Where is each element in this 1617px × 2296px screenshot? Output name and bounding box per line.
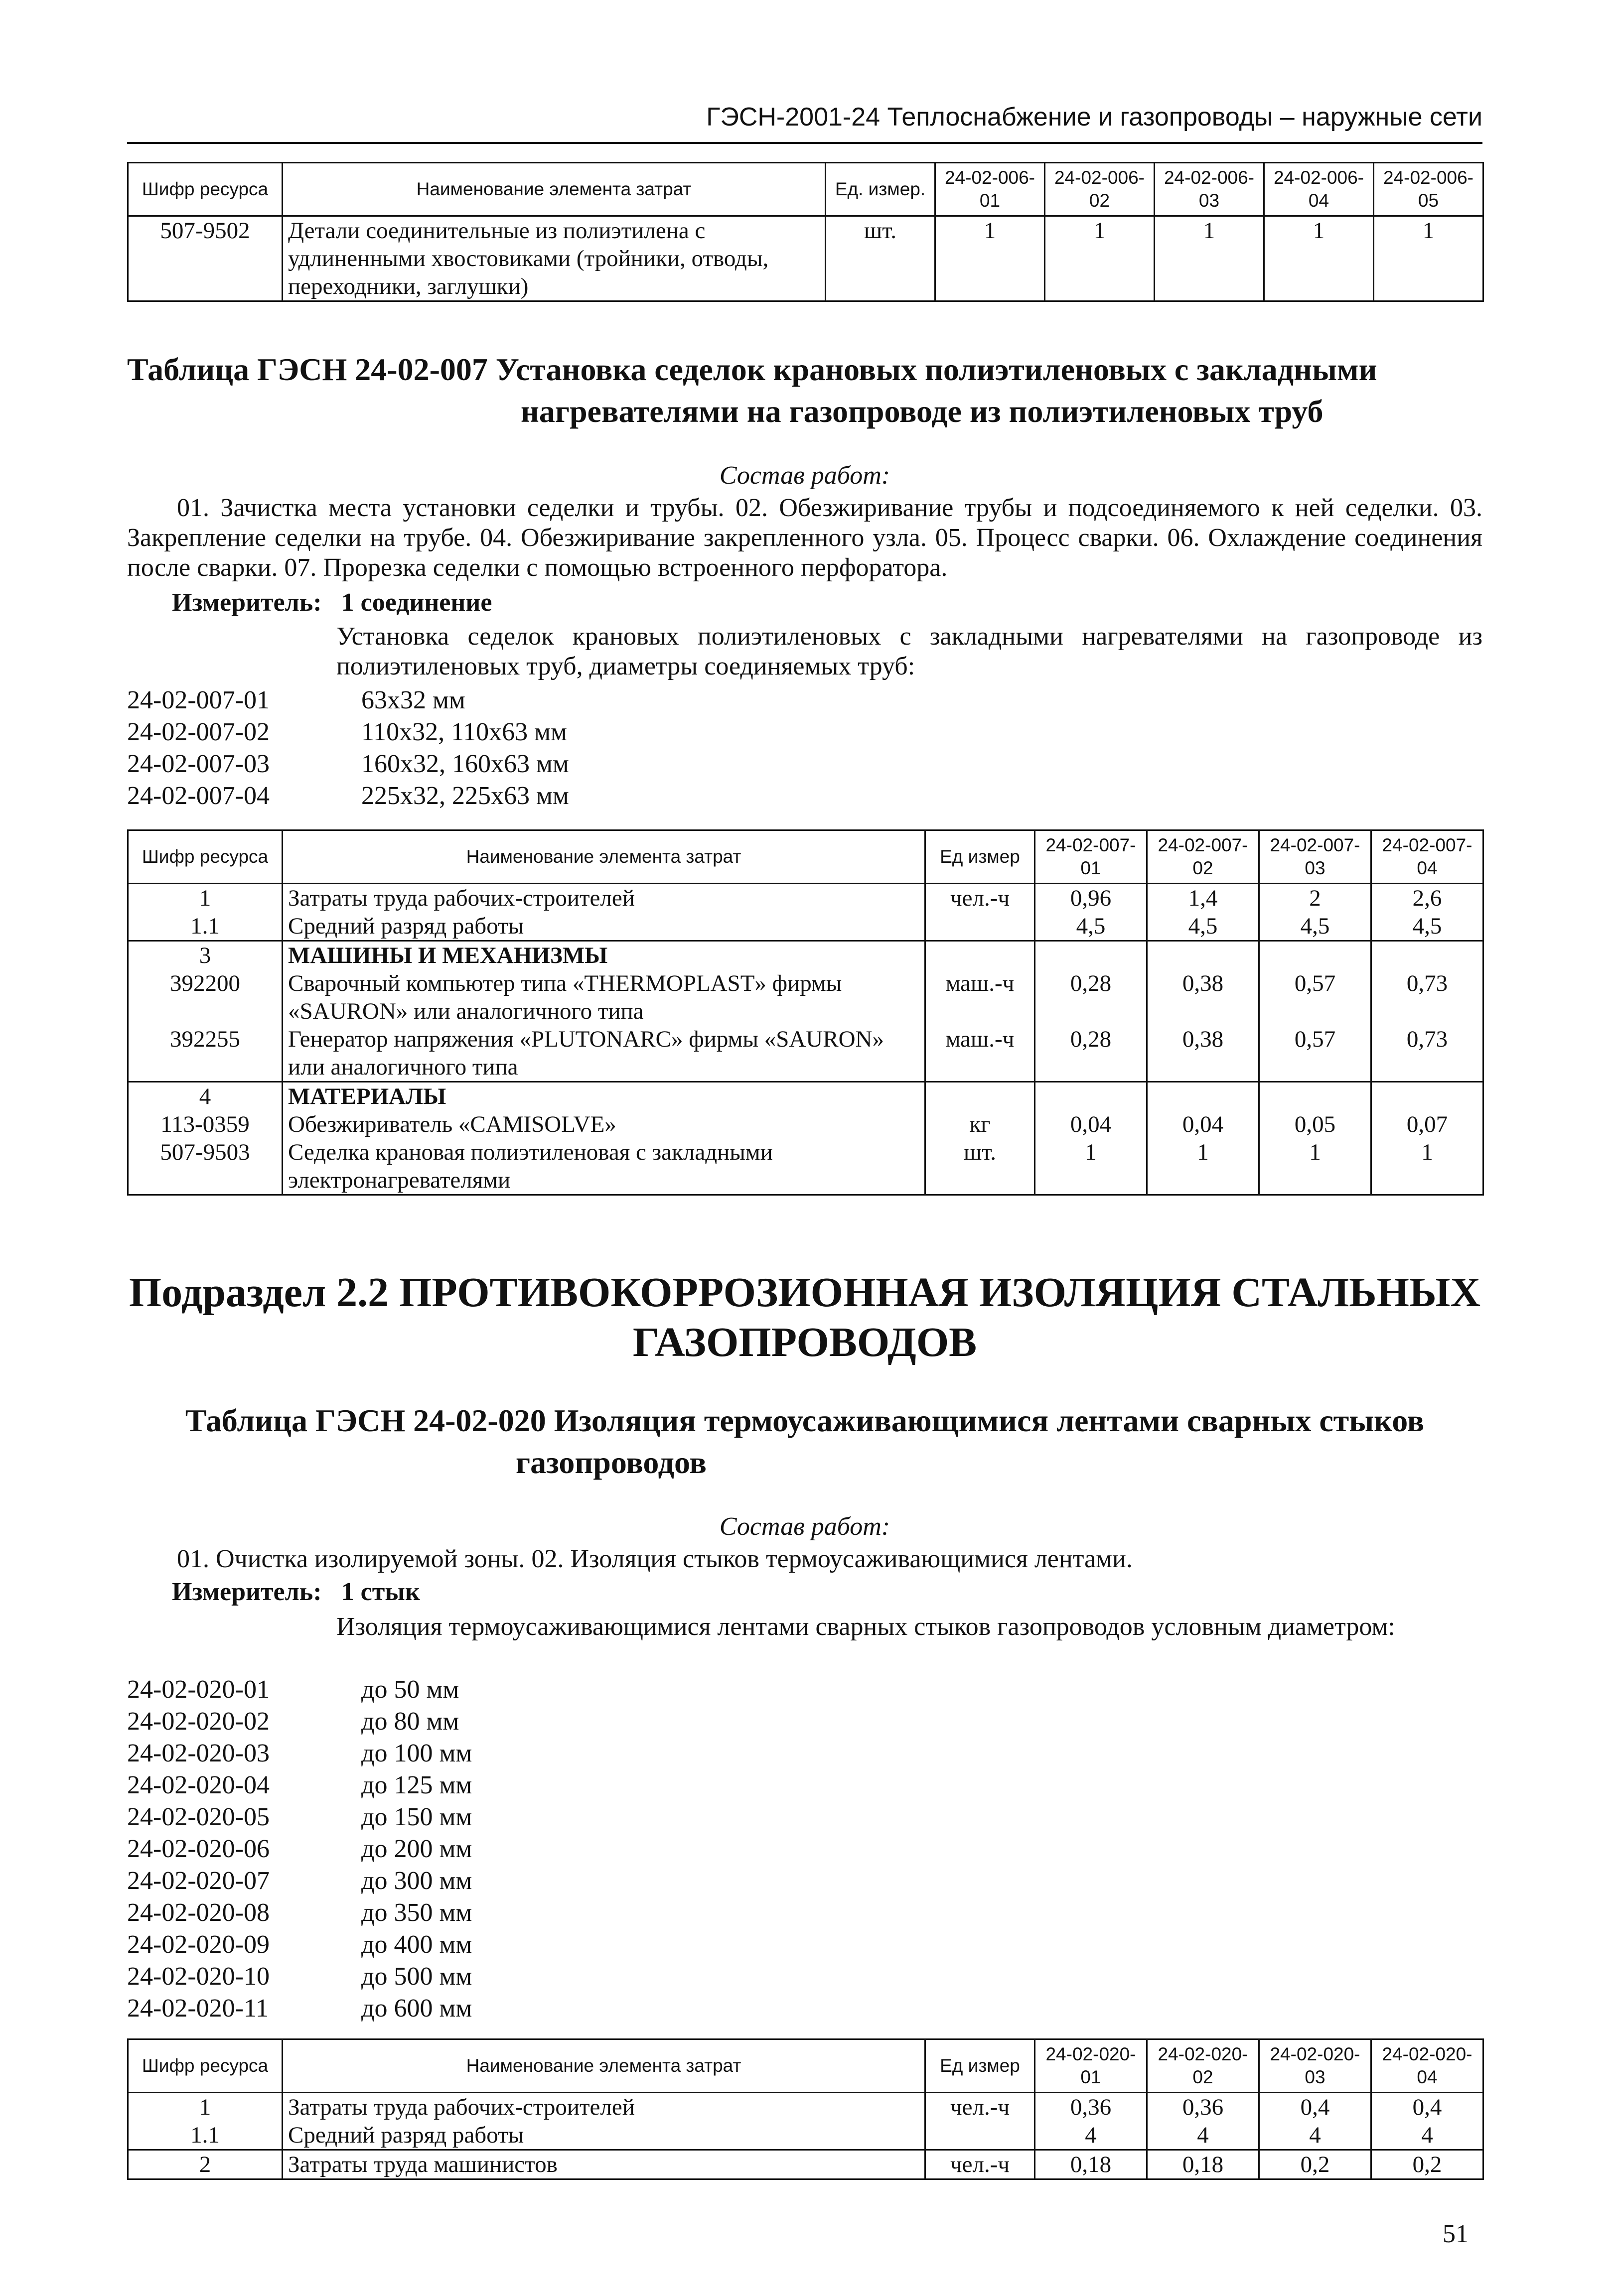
resource-value: 1	[1045, 216, 1155, 301]
resource-name: Генератор напряжения «PLUTONARC» фирмы «SAURON» или аналогичного типа	[283, 1025, 925, 1082]
col-header: 24-02-020-01	[1035, 2039, 1147, 2093]
table-row	[128, 912, 1483, 941]
resource-value: 4	[1259, 2121, 1371, 2150]
resource-value: 2,6	[1371, 884, 1483, 913]
resource-name: Средний разряд работы	[283, 912, 925, 941]
resource-value: 4,5	[1259, 912, 1371, 941]
resource-value: 1	[1155, 216, 1264, 301]
position-code: 24-02-020-08	[127, 1898, 270, 1927]
resource-value: 0,05	[1259, 1110, 1371, 1138]
resource-value	[1259, 941, 1371, 970]
col-header: Ед. измер.	[826, 163, 935, 216]
table-row	[128, 216, 1483, 301]
table-020-title-line2: газопроводов	[516, 1445, 707, 1480]
resource-value: 0,73	[1371, 1025, 1483, 1082]
col-header: 24-02-007-02	[1147, 830, 1259, 884]
resource-value: 1	[935, 216, 1045, 301]
table-006	[127, 162, 1484, 302]
table-row	[128, 941, 1483, 970]
position-row	[127, 684, 465, 716]
position-row	[127, 1961, 472, 1993]
resource-code: 507-9503	[128, 1138, 283, 1195]
table-row	[128, 969, 1483, 1025]
resource-value: 0,04	[1035, 1110, 1147, 1138]
resource-code: 1	[128, 2093, 283, 2122]
resource-name: Средний разряд работы	[283, 2121, 925, 2150]
position-code: 24-02-007-02	[127, 718, 270, 746]
table-header-row	[128, 2039, 1483, 2093]
position-row	[127, 1833, 472, 1865]
resource-value: 4	[1035, 2121, 1147, 2150]
page-number: 51	[1443, 2220, 1469, 2248]
table-row	[128, 1138, 1483, 1195]
resource-name: Сварочный компьютер типа «THERMOPLAST» фирмы «SAURON» или аналогичного типа	[283, 969, 925, 1025]
resource-value	[1035, 941, 1147, 970]
position-row	[127, 1865, 472, 1897]
position-code: 24-02-007-01	[127, 686, 270, 714]
table-row	[128, 2121, 1483, 2150]
col-header: 24-02-006-03	[1155, 163, 1264, 216]
resource-code: 1.1	[128, 2121, 283, 2150]
col-header: Ед измер	[925, 2039, 1035, 2093]
composition-text: 01. Очистка изолируемой зоны. 02. Изоляция стыков термоусаживающимися лентами.	[177, 1545, 1133, 1573]
col-header: 24-02-006-05	[1374, 163, 1483, 216]
col-header: Наименование элемента затрат	[283, 2039, 925, 2093]
position-row	[127, 1801, 472, 1833]
running-head: ГЭСН-2001-24 Теплоснабжение и газопроводы – наружные сети	[706, 103, 1482, 132]
position-code: 24-02-020-07	[127, 1867, 270, 1895]
positions-intro: Изоляция термоусаживающимися лентами сварных стыков газопроводов условным диаметром:	[336, 1613, 1395, 1641]
resource-unit	[925, 1082, 1035, 1111]
position-code: 24-02-020-05	[127, 1803, 270, 1831]
position-code: 24-02-007-03	[127, 750, 270, 778]
col-header: 24-02-007-04	[1371, 830, 1483, 884]
meter-label: Измеритель:	[172, 1578, 322, 1606]
resource-code: 507-9502	[128, 216, 283, 301]
resource-value: 0,57	[1259, 1025, 1371, 1082]
col-header: Наименование элемента затрат	[283, 163, 826, 216]
resource-value: 0,57	[1259, 969, 1371, 1025]
position-row	[127, 1738, 472, 1769]
resource-name: Детали соединительные из полиэтилена с удлиненными хвостовиками (тройники, отводы, переходники, заглушки)	[283, 216, 826, 301]
section-heading: МАШИНЫ И МЕХАНИЗМЫ	[283, 941, 925, 970]
col-header: 24-02-006-04	[1264, 163, 1374, 216]
resource-value: 0,2	[1259, 2150, 1371, 2179]
resource-code: 4	[128, 1082, 283, 1111]
resource-value: 1	[1035, 1138, 1147, 1195]
resource-unit: чел.-ч	[925, 884, 1035, 913]
resource-unit: чел.-ч	[925, 2150, 1035, 2179]
position-code: 24-02-020-06	[127, 1835, 270, 1863]
composition-title: Состав работ:	[719, 1512, 890, 1541]
col-header: 24-02-007-01	[1035, 830, 1147, 884]
meter-value: 1 соединение	[341, 588, 492, 617]
table-007-title-line2: нагревателями на газопроводе из полиэтиленовых труб	[521, 394, 1323, 429]
resource-unit: кг	[925, 1110, 1035, 1138]
resource-value: 0,28	[1035, 969, 1147, 1025]
resource-value: 4,5	[1371, 912, 1483, 941]
position-row	[127, 1706, 459, 1738]
position-text: до 300 мм	[361, 1867, 472, 1895]
resource-value: 0,2	[1371, 2150, 1483, 2179]
resource-value: 4,5	[1147, 912, 1259, 941]
resource-unit	[925, 2121, 1035, 2150]
resource-value: 0,96	[1035, 884, 1147, 913]
resource-value: 1	[1264, 216, 1374, 301]
table-row	[128, 1025, 1483, 1082]
position-code: 24-02-007-04	[127, 782, 270, 810]
section-heading: МАТЕРИАЛЫ	[283, 1082, 925, 1111]
resource-unit: маш.-ч	[925, 1025, 1035, 1082]
resource-code: 392255	[128, 1025, 283, 1082]
position-text: до 80 мм	[361, 1707, 459, 1736]
position-code: 24-02-020-11	[127, 1994, 269, 2023]
table-007	[127, 829, 1484, 1196]
position-text: 63х32 мм	[361, 686, 465, 714]
resource-value	[1371, 1082, 1483, 1111]
position-text: до 100 мм	[361, 1739, 472, 1767]
meter	[172, 588, 492, 617]
col-header: Шифр ресурса	[128, 163, 283, 216]
resource-value: 0,4	[1371, 2093, 1483, 2122]
position-code: 24-02-020-03	[127, 1739, 270, 1767]
position-code: 24-02-020-01	[127, 1675, 270, 1704]
resource-unit: шт.	[826, 216, 935, 301]
resource-name: Затраты труда машинистов	[283, 2150, 925, 2179]
header-rule	[127, 142, 1482, 144]
table-020-title-line1: Таблица ГЭСН 24-02-020 Изоляция термоусаживающимися лентами сварных стыков	[185, 1403, 1425, 1438]
resource-value: 1	[1259, 1138, 1371, 1195]
resource-value: 2	[1259, 884, 1371, 913]
resource-code: 2	[128, 2150, 283, 2179]
position-code: 24-02-020-10	[127, 1962, 270, 1991]
position-row	[127, 748, 569, 780]
resource-value: 0,07	[1371, 1110, 1483, 1138]
position-text: до 350 мм	[361, 1898, 472, 1927]
resource-value: 1	[1147, 1138, 1259, 1195]
resource-name: Обезжириватель «CAMISOLVE»	[283, 1110, 925, 1138]
position-code: 24-02-020-02	[127, 1707, 270, 1736]
table-007-title-line1: Таблица ГЭСН 24-02-007 Установка седелок крановых полиэтиленовых с закладными	[127, 352, 1377, 387]
resource-value	[1147, 941, 1259, 970]
col-header: Шифр ресурса	[128, 830, 283, 884]
resource-value	[1035, 1082, 1147, 1111]
resource-value: 1	[1371, 1138, 1483, 1195]
position-text: до 125 мм	[361, 1771, 472, 1799]
position-text: до 600 мм	[361, 1994, 472, 2023]
resource-name: Затраты труда рабочих-строителей	[283, 884, 925, 913]
resource-value: 1	[1374, 216, 1483, 301]
composition-title: Состав работ:	[719, 461, 890, 490]
resource-value: 0,4	[1259, 2093, 1371, 2122]
position-text: до 150 мм	[361, 1803, 472, 1831]
position-row	[127, 1993, 472, 2025]
table-row	[128, 2150, 1483, 2179]
resource-value	[1259, 1082, 1371, 1111]
col-header: 24-02-020-03	[1259, 2039, 1371, 2093]
resource-unit: маш.-ч	[925, 969, 1035, 1025]
position-row	[127, 716, 567, 748]
resource-value: 0,28	[1035, 1025, 1147, 1082]
composition-text: 01. Зачистка места установки седелки и трубы. 02. Обезжиривание трубы и подсоединяемого к ней седелки. 03. Закрепление седелки на трубе. 04. Обезжиривание закрепленного узла. 05. Процесс сварки. 06. Охлаждение соединения после сварки. 07. Прорезка седелки с помощью встроенного перфоратора.	[127, 494, 1482, 582]
col-header: 24-02-007-03	[1259, 830, 1371, 884]
col-header: Ед измер	[925, 830, 1035, 884]
resource-value: 0,18	[1147, 2150, 1259, 2179]
resource-value	[1371, 941, 1483, 970]
position-row	[127, 1674, 459, 1706]
resource-value: 4,5	[1035, 912, 1147, 941]
subsection-title-line2: ГАЗОПРОВОДОВ	[632, 1319, 977, 1365]
position-text: до 500 мм	[361, 1962, 472, 1991]
meter-label: Измеритель:	[172, 588, 322, 617]
resource-value: 0,38	[1147, 1025, 1259, 1082]
position-text: 110х32, 110х63 мм	[361, 718, 567, 746]
table-020	[127, 2038, 1484, 2180]
resource-value: 0,73	[1371, 969, 1483, 1025]
meter	[172, 1577, 420, 1607]
subsection-title-line1: Подраздел 2.2 ПРОТИВОКОРРОЗИОННАЯ ИЗОЛЯЦИЯ СТАЛЬНЫХ	[129, 1269, 1481, 1316]
resource-code: 392200	[128, 969, 283, 1025]
resource-unit	[925, 912, 1035, 941]
resource-unit	[925, 941, 1035, 970]
position-row	[127, 1897, 472, 1929]
position-row	[127, 1929, 472, 1961]
resource-value: 4	[1147, 2121, 1259, 2150]
position-text: до 50 мм	[361, 1675, 459, 1704]
resource-value: 0,36	[1147, 2093, 1259, 2122]
resource-value: 0,04	[1147, 1110, 1259, 1138]
resource-code: 3	[128, 941, 283, 970]
position-text: до 200 мм	[361, 1835, 472, 1863]
position-code: 24-02-020-09	[127, 1930, 270, 1959]
resource-unit: шт.	[925, 1138, 1035, 1195]
resource-value: 0,38	[1147, 969, 1259, 1025]
position-row	[127, 1769, 472, 1801]
resource-name: Затраты труда рабочих-строителей	[283, 2093, 925, 2122]
table-header-row	[128, 830, 1483, 884]
col-header: 24-02-020-02	[1147, 2039, 1259, 2093]
meter-value: 1 стык	[341, 1578, 420, 1606]
resource-code: 113-0359	[128, 1110, 283, 1138]
positions-intro: Установка седелок крановых полиэтиленовых с закладными нагревателями на газопроводе из полиэтиленовых труб, диаметры соединяемых труб:	[336, 622, 1482, 680]
resource-value: 0,18	[1035, 2150, 1147, 2179]
resource-value	[1147, 1082, 1259, 1111]
resource-code: 1	[128, 884, 283, 913]
table-row	[128, 2093, 1483, 2122]
col-header: Шифр ресурса	[128, 2039, 283, 2093]
position-text: 225х32, 225х63 мм	[361, 782, 569, 810]
col-header: Наименование элемента затрат	[283, 830, 925, 884]
resource-value: 1,4	[1147, 884, 1259, 913]
resource-value: 4	[1371, 2121, 1483, 2150]
resource-value: 0,36	[1035, 2093, 1147, 2122]
resource-code: 1.1	[128, 912, 283, 941]
position-text: до 400 мм	[361, 1930, 472, 1959]
table-header-row	[128, 163, 1483, 216]
table-row	[128, 1082, 1483, 1111]
table-row	[128, 884, 1483, 913]
col-header: 24-02-006-02	[1045, 163, 1155, 216]
col-header: 24-02-020-04	[1371, 2039, 1483, 2093]
position-text: 160х32, 160х63 мм	[361, 750, 569, 778]
resource-unit: чел.-ч	[925, 2093, 1035, 2122]
resource-name: Седелка крановая полиэтиленовая с закладными электронагревателями	[283, 1138, 925, 1195]
table-row	[128, 1110, 1483, 1138]
position-row	[127, 780, 569, 812]
position-code: 24-02-020-04	[127, 1771, 270, 1799]
col-header: 24-02-006-01	[935, 163, 1045, 216]
